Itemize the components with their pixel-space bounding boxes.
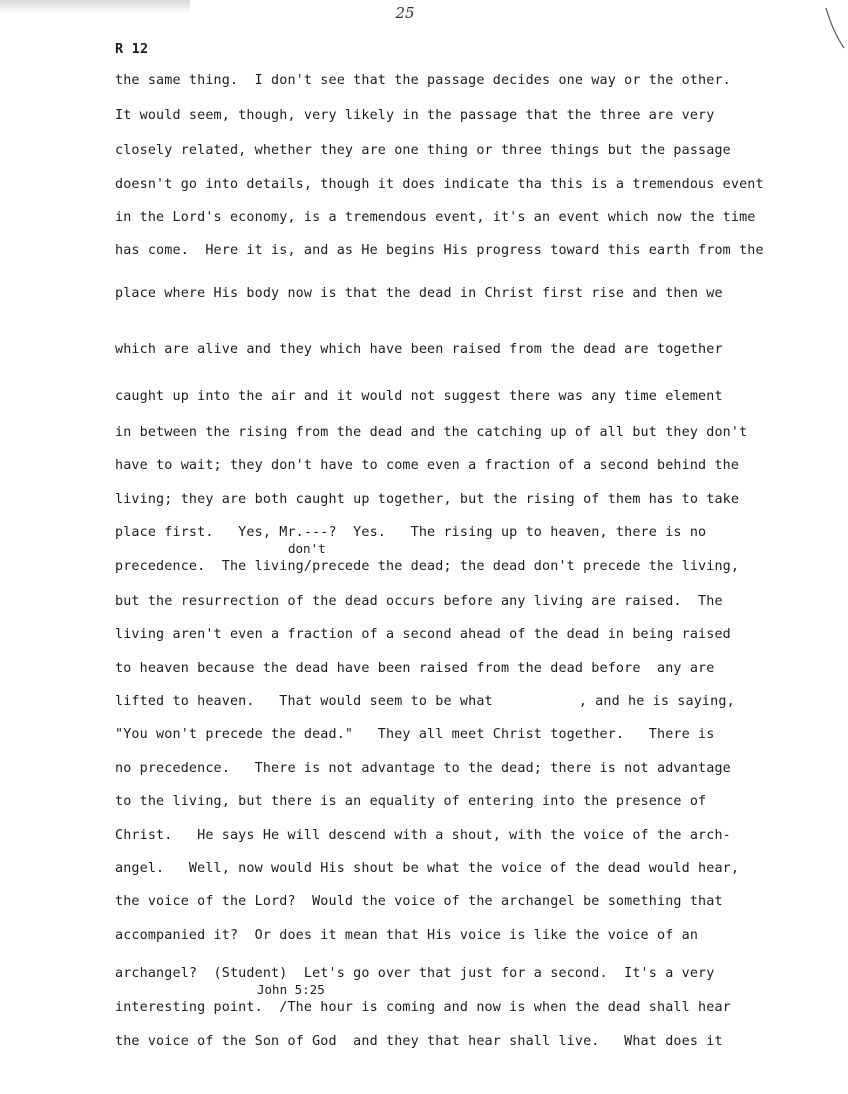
text-line: have to wait; they don't have to come even a fraction of a second behind the: [115, 458, 740, 473]
text-line: to heaven because the dead have been raised from the dead before any are: [115, 661, 715, 676]
text-line: Christ. He says He will descend with a shout, with the voice of the arch-: [115, 828, 731, 843]
text-line: the voice of the Son of God and they that hear shall live. What does it: [115, 1034, 723, 1049]
text-line: the same thing. I don't see that the passage decides one way or the other.: [115, 73, 731, 88]
text-line: but the resurrection of the dead occurs before any living are raised. The: [115, 594, 723, 609]
page-number: 25: [395, 4, 415, 22]
text-line: closely related, whether they are one thing or three things but the passage: [115, 143, 731, 158]
text-line: caught up into the air and it would not suggest there was any time element: [115, 389, 723, 404]
text-line: no precedence. There is not advantage to the dead; there is not advantage: [115, 761, 731, 776]
text-line: archangel? (Student) Let's go over that just for a second. It's a very: [115, 966, 715, 981]
text-line-with-gap: [115, 694, 735, 710]
text-line: "You won't precede the dead." They all meet Christ together. There is: [115, 727, 715, 742]
text-line: living; they are both caught up together, but the rising of them has to take: [115, 492, 740, 507]
text-line: place first. Yes, Mr.---? Yes. The rising up to heaven, there is no: [115, 525, 707, 540]
text-line: has come. Here it is, and as He begins His progress toward this earth from the: [115, 243, 764, 258]
text-line: to the living, but there is an equality of entering into the presence of: [115, 794, 707, 809]
text-line: in the Lord's economy, is a tremendous event, it's an event which now the time: [115, 210, 756, 225]
text-line: which are alive and they which have been raised from the dead are together: [115, 342, 723, 357]
text-line: accompanied it? Or does it mean that His voice is like the voice of an: [115, 928, 699, 943]
text-line: doesn't go into details, though it does indicate tha this is a tremendous event: [115, 177, 764, 192]
handwritten-reference-john: John 5:25: [257, 982, 325, 997]
text-line-tail: , and he is saying,: [578, 694, 735, 709]
text-line: precedence. The living/precede the dead; the dead don't precede the living,: [115, 559, 740, 574]
text-line: It would seem, though, very likely in the passage that the three are very: [115, 108, 715, 123]
text-line: interesting point. /The hour is coming and now is when the dead shall hear: [115, 1000, 731, 1015]
header-code: R 12: [115, 41, 149, 57]
text-line: the voice of the Lord? Would the voice of the archangel be something that: [115, 894, 723, 909]
text-line: in between the rising from the dead and the catching up of all but they don't: [115, 425, 748, 440]
handwritten-insert-dont: don't: [288, 541, 326, 556]
corner-pencil-mark: [808, 0, 848, 70]
text-line: living aren't even a fraction of a second ahead of the dead in being raised: [115, 627, 731, 642]
text-line: angel. Well, now would His shout be what the voice of the dead would hear,: [115, 861, 740, 876]
text-line: place where His body now is that the dead in Christ first rise and then we: [115, 286, 723, 301]
scan-edge-shadow: [0, 0, 190, 14]
text-line-head: lifted to heaven. That would seem to be what: [115, 694, 493, 709]
